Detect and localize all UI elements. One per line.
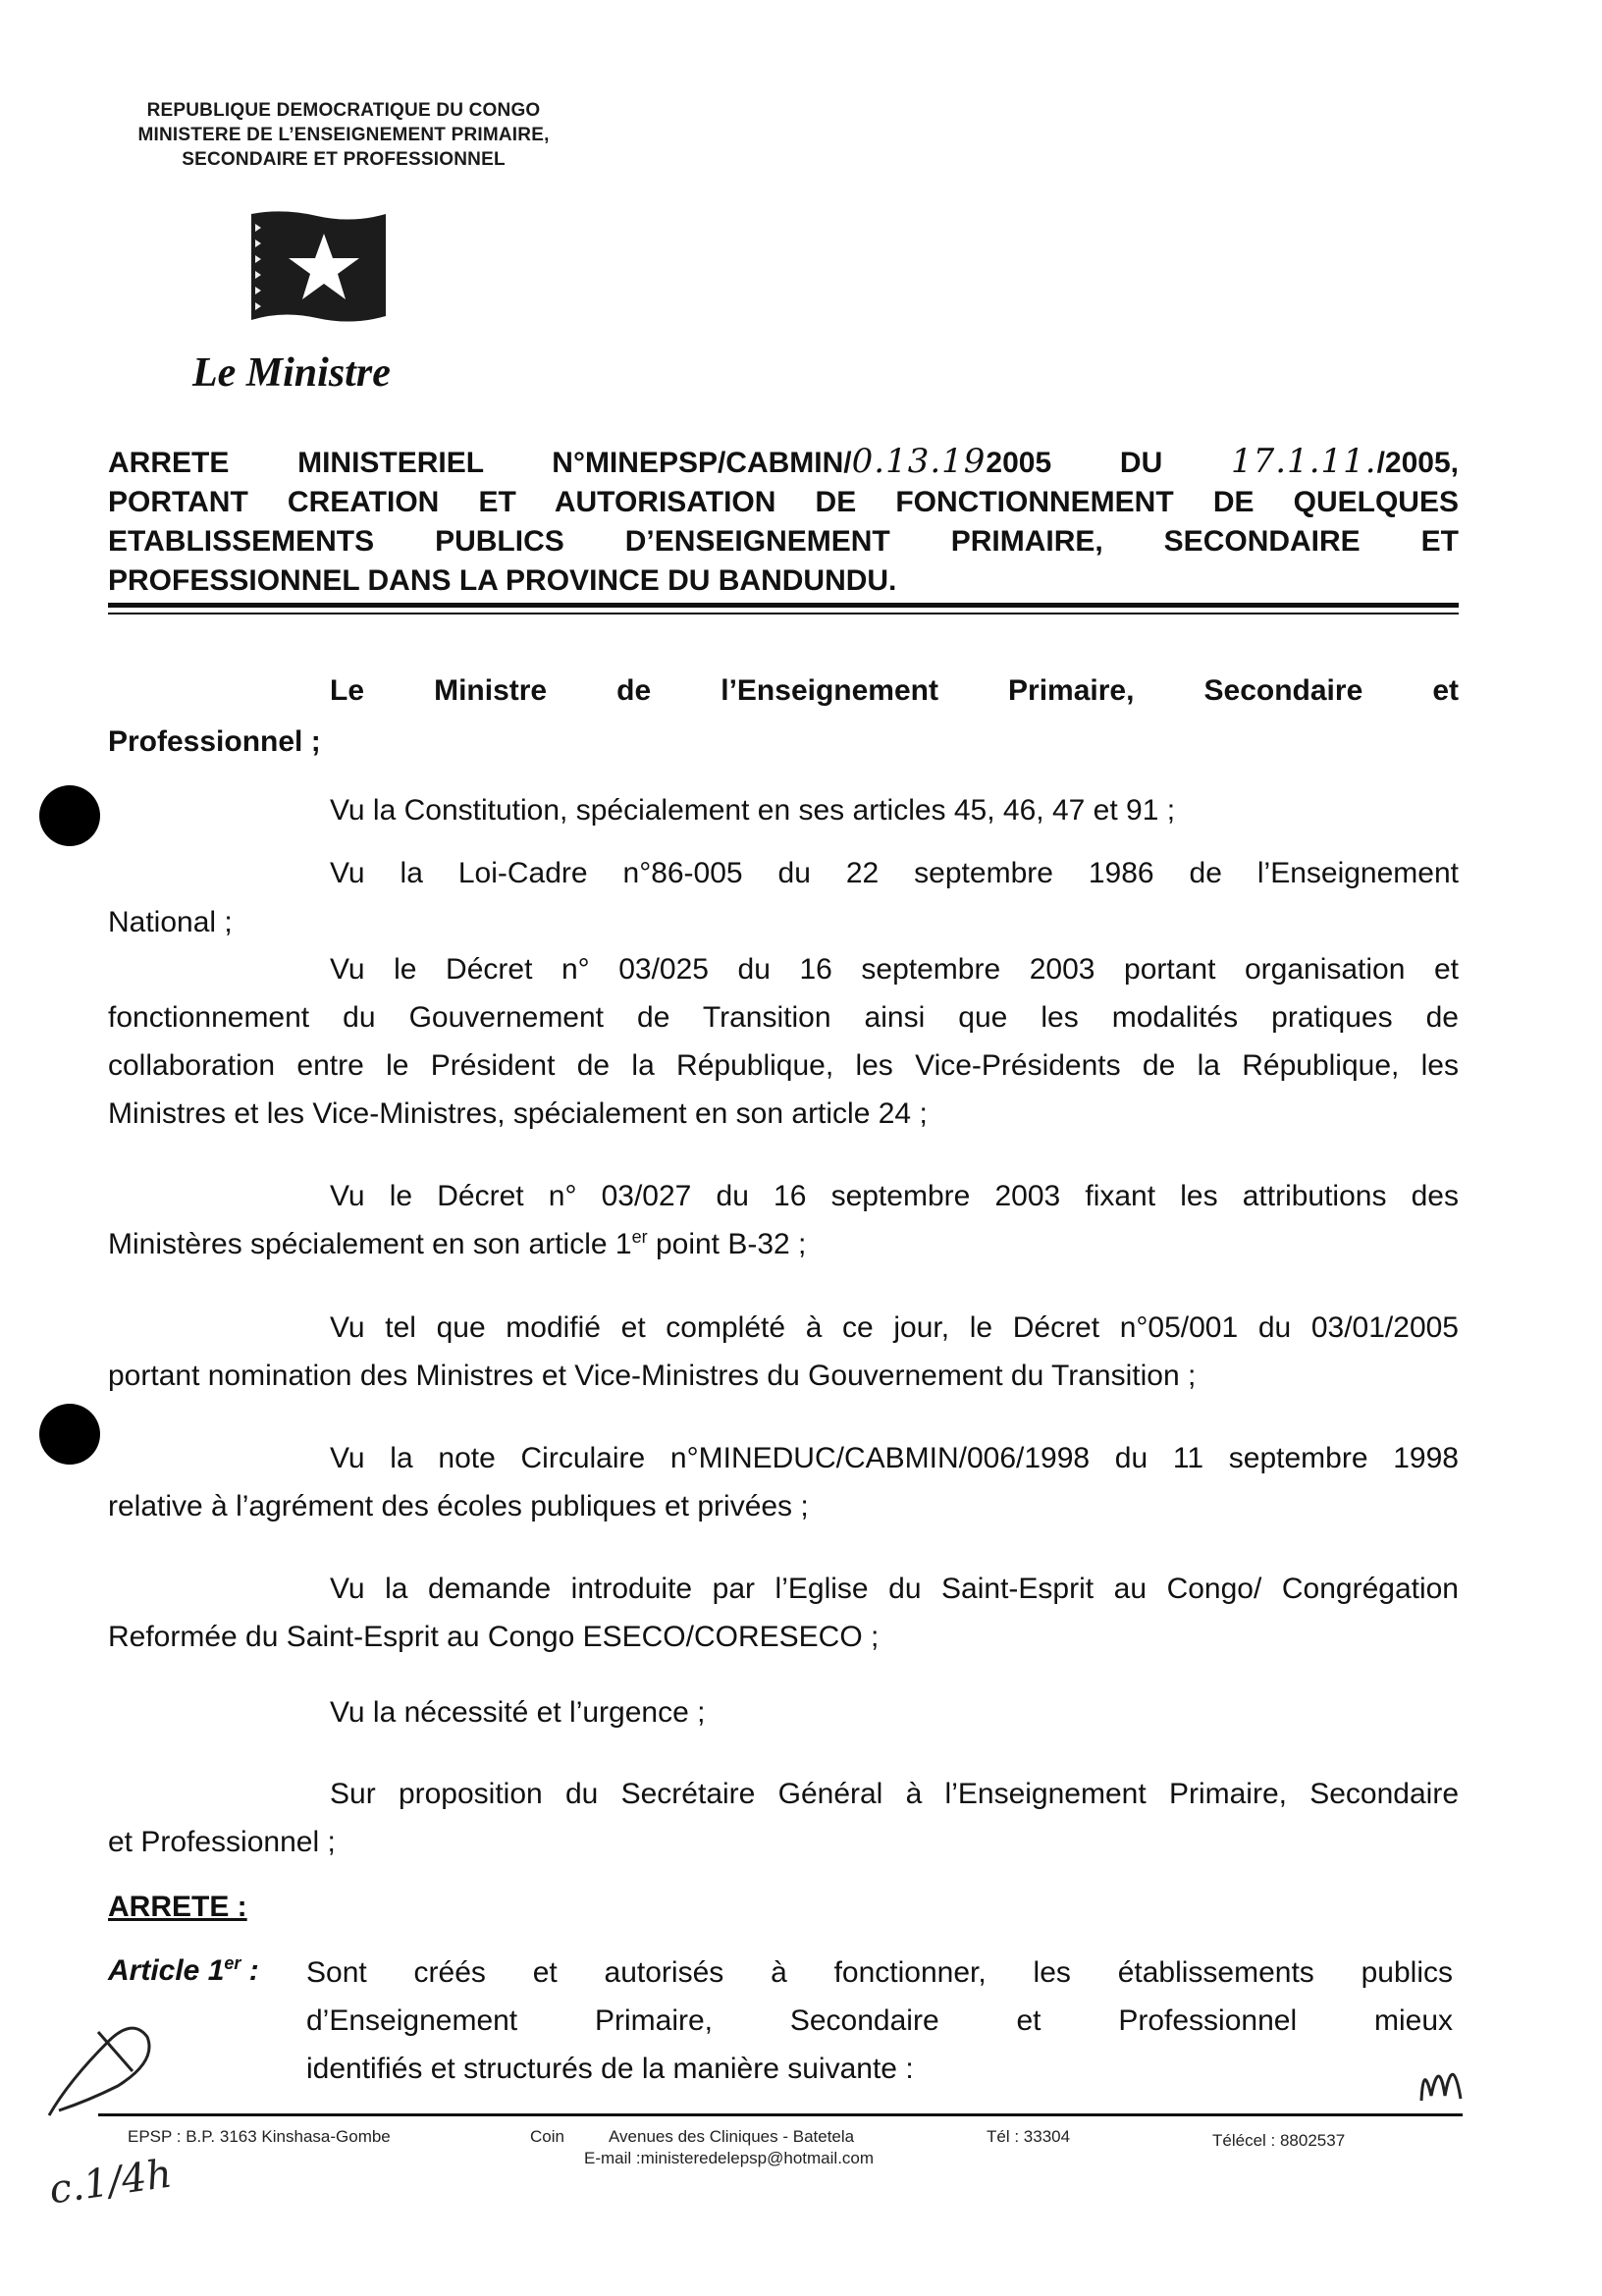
- visa-loi-cadre-line-1: Vu la Loi-Cadre n°86-005 du 22 septembre 1986 de l’Enseignement: [330, 857, 1459, 889]
- minister-signature-title: Le Ministre: [192, 350, 391, 396]
- handwritten-decree-number: 0.13.19: [851, 442, 987, 481]
- footer-email: E-mail :ministeredelepsp@hotmail.com: [584, 2149, 875, 2167]
- footer-coin: Coin: [530, 2127, 564, 2146]
- title-line-4: PROFESSIONNEL DANS LA PROVINCE DU BANDUNDU.: [108, 564, 897, 597]
- handwritten-page-note: c.1/4h: [46, 2151, 175, 2214]
- visa-decret-025-line-1: Vu le Décret n° 03/025 du 16 septembre 2003 portant organisation et: [330, 953, 1459, 986]
- visa-circulaire-line-2: relative à l’agrément des écoles publiques et privées ;: [108, 1490, 809, 1522]
- punch-hole-top: [39, 785, 100, 846]
- proposition-line-1: Sur proposition du Secrétaire Général à l’Enseignement Primaire, Secondaire: [330, 1778, 1459, 1810]
- visa-decret-025-line-4: Ministres et les Vice-Ministres, spécialement en son article 24 ;: [108, 1097, 928, 1130]
- handwritten-paraph: [1414, 2042, 1472, 2110]
- intro-line-1: Le Ministre de l’Enseignement Primaire, Secondaire et: [330, 674, 1459, 707]
- visa-constitution: Vu la Constitution, spécialement en ses articles 45, 46, 47 et 91 ;: [330, 794, 1176, 827]
- flag-star-icon: [243, 206, 391, 329]
- visa-loi-cadre-line-2: National ;: [108, 906, 233, 938]
- intro-line-2: Professionnel ;: [108, 725, 321, 758]
- proposition-line-2: et Professionnel ;: [108, 1826, 336, 1858]
- letterhead-country: REPUBLIQUE DEMOCRATIQUE DU CONGO: [146, 100, 541, 121]
- handwritten-decree-date: 17.1.11.: [1230, 442, 1377, 481]
- visa-decret-001-line-1: Vu tel que modifié et complété à ce jour, le Décret n°05/001 du 03/01/2005: [330, 1311, 1459, 1344]
- visa-decret-027-line-2: Ministères spécialement en son article 1er point B-32 ;: [108, 1227, 807, 1260]
- footer-rule: [98, 2113, 1463, 2116]
- footer-tel: Tél : 33304: [987, 2127, 1071, 2146]
- footer-avenues: Avenues des Cliniques - Batetela: [609, 2127, 855, 2146]
- article-1-line-1: Sont créés et autorisés à fonctionner, les établissements publics: [306, 1956, 1453, 1989]
- visa-decret-001-line-2: portant nomination des Ministres et Vice-Ministres du Gouvernement du Transition ;: [108, 1360, 1197, 1392]
- visa-circulaire-line-1: Vu la note Circulaire n°MINEDUC/CABMIN/006/1998 du 11 septembre 1998: [330, 1442, 1459, 1474]
- letterhead: [108, 98, 579, 172]
- visa-urgence: Vu la nécessité et l’urgence ;: [330, 1696, 706, 1729]
- title-line-2: PORTANT CREATION ET AUTORISATION DE FONCTIONNEMENT DE QUELQUES: [108, 486, 1459, 518]
- letterhead-ministry: MINISTERE DE L’ENSEIGNEMENT PRIMAIRE,: [137, 125, 550, 145]
- visa-demande-line-2: Reformée du Saint-Esprit au Congo ESECO/CORESECO ;: [108, 1621, 880, 1653]
- visa-decret-027-line-1: Vu le Décret n° 03/027 du 16 septembre 2003 fixant les attributions des: [330, 1180, 1459, 1212]
- article-1-line-3: identifiés et structurés de la manière suivante :: [306, 2053, 914, 2085]
- footer-telecel: Télécel : 8802537: [1212, 2131, 1346, 2150]
- visa-demande-line-1: Vu la demande introduite par l’Eglise du Saint-Esprit au Congo/ Congrégation: [330, 1573, 1459, 1605]
- title-line-1: ARRETE MINISTERIEL N°MINEPSP/CABMIN/0.13.192005 DU 17.1.11./2005,: [108, 442, 1459, 481]
- visa-decret-025-line-2: fonctionnement du Gouvernement de Transition ainsi que les modalités pratiques de: [108, 1001, 1459, 1034]
- decree-title: [108, 442, 1459, 601]
- footer-address: EPSP : B.P. 3163 Kinshasa-Gombe: [128, 2127, 391, 2146]
- title-line-3: ETABLISSEMENTS PUBLICS D’ENSEIGNEMENT PRIMAIRE, SECONDAIRE ET: [108, 525, 1459, 558]
- handwritten-initial-mark: [39, 2002, 167, 2130]
- title-rule-thin: [108, 613, 1459, 614]
- flag-star-emblem: [243, 206, 391, 329]
- letterhead-ministry-sub: SECONDAIRE ET PROFESSIONNEL: [182, 149, 506, 170]
- punch-hole-bottom: [39, 1404, 100, 1465]
- article-1-line-2: d’Enseignement Primaire, Secondaire et Professionnel mieux: [306, 2004, 1453, 2037]
- arrete-heading: ARRETE :: [108, 1891, 247, 1923]
- title-rule-thick: [108, 603, 1459, 608]
- visa-decret-025-line-3: collaboration entre le Président de la République, les Vice-Présidents de la République, les: [108, 1049, 1459, 1082]
- article-1-label: Article 1er :: [108, 1953, 259, 1987]
